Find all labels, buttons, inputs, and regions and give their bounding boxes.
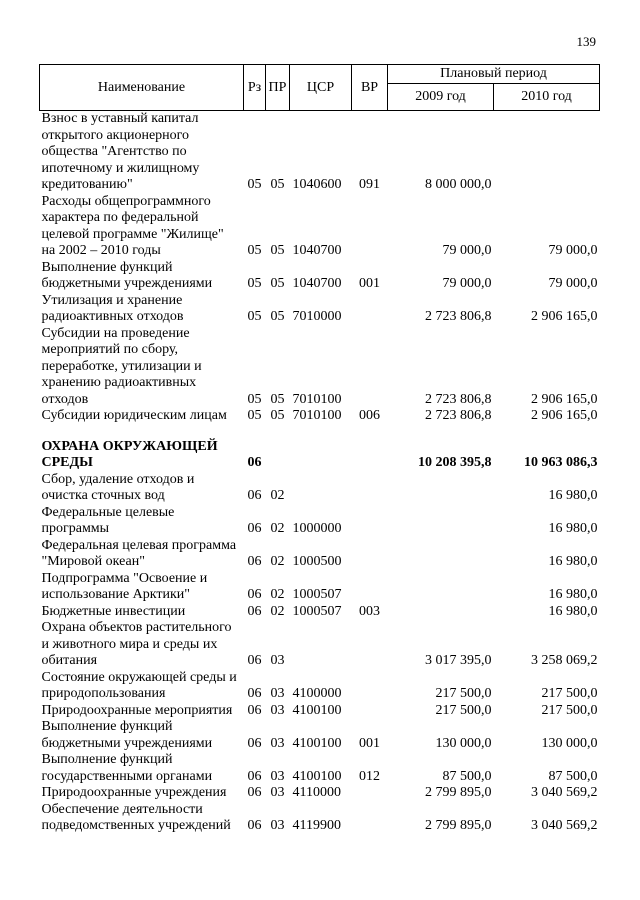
row-rz: 06 (247, 735, 262, 751)
row-csr: 4100100 (292, 768, 342, 784)
header-planned-period: Плановый период (388, 65, 600, 84)
header-vr: ВР (352, 65, 388, 111)
row-rz: 06 (247, 603, 262, 619)
row-name: Выполнение функций бюджетными учреждениями (41, 259, 213, 291)
row-pr: 02 (270, 587, 285, 602)
row-amount-2010: 10 963 086,3 (524, 455, 598, 470)
row-csr: 1000507 (292, 587, 342, 602)
row-amount-2009: 2 799 895,0 (425, 818, 492, 833)
row-rz: 06 (247, 785, 262, 800)
row-amount-2009 (388, 571, 494, 604)
row-amount-2010: 79 000,0 (548, 243, 598, 258)
row-csr: 4100100 (292, 702, 342, 718)
row-amount-2010: 16 980,0 (548, 488, 598, 503)
table-row (40, 604, 600, 621)
row-amount-2010: 16 980,0 (548, 554, 598, 569)
table-row (40, 620, 600, 670)
row-csr: 4119900 (292, 818, 341, 833)
table-row (40, 538, 600, 571)
row-amount-2009: 8 000 000,0 (425, 177, 492, 192)
row-vr (352, 571, 388, 604)
table-row (40, 194, 600, 260)
row-name: Утилизация и хранение радиоактивных отходов (41, 292, 184, 324)
table-header (40, 65, 600, 111)
row-amount-2010: 2 906 165,0 (531, 391, 598, 407)
row-amount-2010: 16 980,0 (548, 587, 598, 602)
row-amount-2009: 2 799 895,0 (425, 785, 492, 800)
row-amount-2009: 130 000,0 (435, 735, 492, 751)
row-pr: 03 (270, 768, 285, 784)
row-rz: 05 (247, 391, 262, 407)
row-amount-2009: 217 500,0 (435, 702, 492, 718)
row-name: Субсидии на проведение мероприятий по сбору, переработке, утилизации и хранению радиоактивных отходов (41, 325, 202, 407)
row-pr: 05 (270, 391, 285, 407)
table-row (40, 505, 600, 538)
header-year-2009: 2009 год (388, 84, 494, 111)
row-vr (352, 326, 388, 409)
row-vr (352, 425, 388, 472)
row-name: Выполнение функций бюджетными учреждениями (41, 719, 213, 751)
row-vr: 012 (359, 768, 380, 784)
row-rz: 06 (247, 554, 262, 569)
row-vr: 003 (359, 603, 380, 619)
row-name: Состояние окружающей среды и природопользования (41, 669, 237, 701)
row-rz: 06 (247, 455, 262, 470)
row-amount-2009: 217 500,0 (435, 686, 492, 701)
row-csr: 1040700 (292, 276, 342, 291)
row-pr (266, 425, 290, 472)
row-name: Природоохранные мероприятия (41, 702, 233, 718)
table-row (40, 472, 600, 505)
row-vr (352, 293, 388, 326)
row-amount-2010 (494, 111, 600, 194)
row-rz: 06 (247, 818, 262, 833)
row-csr: 1000500 (292, 554, 342, 569)
row-pr: 03 (270, 785, 285, 800)
row-name: Федеральная целевая программа "Мировой океан" (41, 537, 237, 569)
row-vr (352, 194, 388, 260)
table-row (40, 111, 600, 194)
row-name: Бюджетные инвестиции (41, 603, 186, 619)
header-pr: ПР (266, 65, 290, 111)
row-name: Обеспечение деятельности подведомственных учреждений (41, 801, 231, 833)
row-csr: 7010100 (292, 408, 342, 423)
row-vr (352, 505, 388, 538)
section-row (40, 425, 600, 472)
row-amount-2010: 217 500,0 (541, 702, 598, 718)
row-pr: 05 (270, 177, 285, 192)
row-vr (352, 620, 388, 670)
row-rz: 05 (247, 276, 262, 291)
row-vr: 006 (359, 408, 380, 423)
row-pr: 03 (270, 735, 285, 751)
row-name: Охрана объектов растительного и животного мира и среды их обитания (41, 620, 232, 668)
row-amount-2010: 3 040 569,2 (531, 785, 598, 800)
row-vr (352, 472, 388, 505)
row-rz: 06 (247, 488, 262, 503)
row-pr: 02 (270, 488, 285, 503)
row-vr: 091 (359, 177, 380, 192)
row-name: ОХРАНА ОКРУЖАЮЩЕЙ СРЕДЫ (41, 438, 218, 470)
row-pr: 05 (270, 309, 285, 324)
row-csr (290, 472, 352, 505)
row-amount-2009 (388, 604, 494, 621)
row-csr: 1000507 (292, 603, 342, 619)
row-amount-2010: 2 906 165,0 (531, 408, 598, 423)
row-rz: 05 (247, 243, 262, 258)
header-year-2010: 2010 год (494, 84, 600, 111)
row-csr: 4100100 (292, 735, 342, 751)
row-amount-2009: 2 723 806,8 (425, 309, 492, 324)
row-amount-2009: 79 000,0 (442, 276, 492, 291)
row-name: Взнос в уставный капитал открытого акционерного общества "Агентство по ипотечному и жилищному кредитованию" (41, 111, 200, 192)
row-csr: 4100000 (292, 686, 342, 701)
table-row (40, 293, 600, 326)
row-amount-2009: 3 017 395,0 (425, 653, 492, 668)
row-amount-2009: 10 208 395,8 (418, 455, 492, 470)
row-csr: 7010100 (292, 391, 342, 407)
row-pr: 02 (270, 554, 285, 569)
row-rz: 05 (247, 309, 262, 324)
row-amount-2009 (388, 538, 494, 571)
row-amount-2009: 87 500,0 (442, 768, 492, 784)
row-amount-2009: 2 723 806,8 (425, 391, 492, 407)
row-amount-2009 (388, 472, 494, 505)
row-amount-2010: 217 500,0 (541, 686, 598, 701)
row-rz: 06 (247, 653, 262, 668)
row-vr (352, 670, 388, 703)
row-name: Федеральные целевые программы (41, 504, 175, 536)
page-number: 139 (576, 34, 596, 49)
row-rz: 05 (247, 408, 262, 423)
row-rz: 05 (247, 177, 262, 192)
table-row (40, 408, 600, 425)
row-pr: 03 (270, 702, 285, 718)
row-pr: 05 (270, 276, 285, 291)
row-name: Субсидии юридическим лицам (41, 408, 227, 423)
row-vr (352, 785, 388, 802)
row-amount-2010: 3 258 069,2 (531, 653, 598, 668)
row-vr (352, 538, 388, 571)
row-amount-2010: 2 906 165,0 (531, 309, 598, 324)
budget-table (39, 64, 600, 835)
table-row (40, 785, 600, 802)
row-pr: 02 (270, 521, 285, 536)
row-pr: 03 (270, 818, 285, 833)
row-amount-2010: 79 000,0 (548, 276, 598, 291)
row-csr: 7010000 (292, 309, 342, 324)
row-name: Сбор, удаление отходов и очистка сточных вод (41, 471, 195, 503)
row-rz: 06 (247, 686, 262, 701)
row-vr (352, 703, 388, 720)
row-pr: 03 (270, 653, 285, 668)
row-amount-2010: 16 980,0 (548, 521, 598, 536)
table-row (40, 571, 600, 604)
row-pr: 03 (270, 686, 285, 701)
row-pr: 05 (270, 408, 285, 423)
row-csr: 1040600 (292, 177, 342, 192)
row-name: Расходы общепрограммного характера по федеральной целевой программе "Жилище" на 2002 – 2010 годы (41, 193, 224, 258)
table-row (40, 260, 600, 293)
row-amount-2009: 79 000,0 (442, 243, 492, 258)
table-row (40, 670, 600, 703)
row-csr: 4110000 (292, 785, 341, 800)
row-amount-2010: 130 000,0 (541, 735, 598, 751)
row-vr (352, 802, 388, 835)
row-name: Выполнение функций государственными органами (41, 752, 213, 784)
row-rz: 06 (247, 587, 262, 602)
table-row (40, 703, 600, 720)
row-amount-2010: 16 980,0 (548, 603, 598, 619)
table-row (40, 752, 600, 785)
row-rz: 06 (247, 768, 262, 784)
table-body (40, 111, 600, 835)
header-name: Наименование (40, 65, 244, 111)
header-rz: Рз (244, 65, 266, 111)
table-row (40, 802, 600, 835)
row-rz: 06 (247, 702, 262, 718)
row-vr: 001 (359, 735, 380, 751)
row-name: Подпрограмма "Освоение и использование Арктики" (41, 570, 208, 602)
row-amount-2009 (388, 505, 494, 538)
header-csr: ЦСР (290, 65, 352, 111)
row-vr: 001 (359, 276, 380, 291)
row-amount-2009: 2 723 806,8 (425, 408, 492, 423)
row-csr: 1040700 (292, 243, 342, 258)
row-pr: 05 (270, 243, 285, 258)
row-csr (290, 620, 352, 670)
row-rz: 06 (247, 521, 262, 536)
row-csr: 1000000 (292, 521, 342, 536)
row-amount-2010: 87 500,0 (548, 768, 598, 784)
table-row (40, 719, 600, 752)
row-name: Природоохранные учреждения (41, 785, 227, 800)
row-pr: 02 (270, 603, 285, 619)
row-csr (290, 425, 352, 472)
table-row (40, 326, 600, 409)
row-amount-2010: 3 040 569,2 (531, 818, 598, 833)
